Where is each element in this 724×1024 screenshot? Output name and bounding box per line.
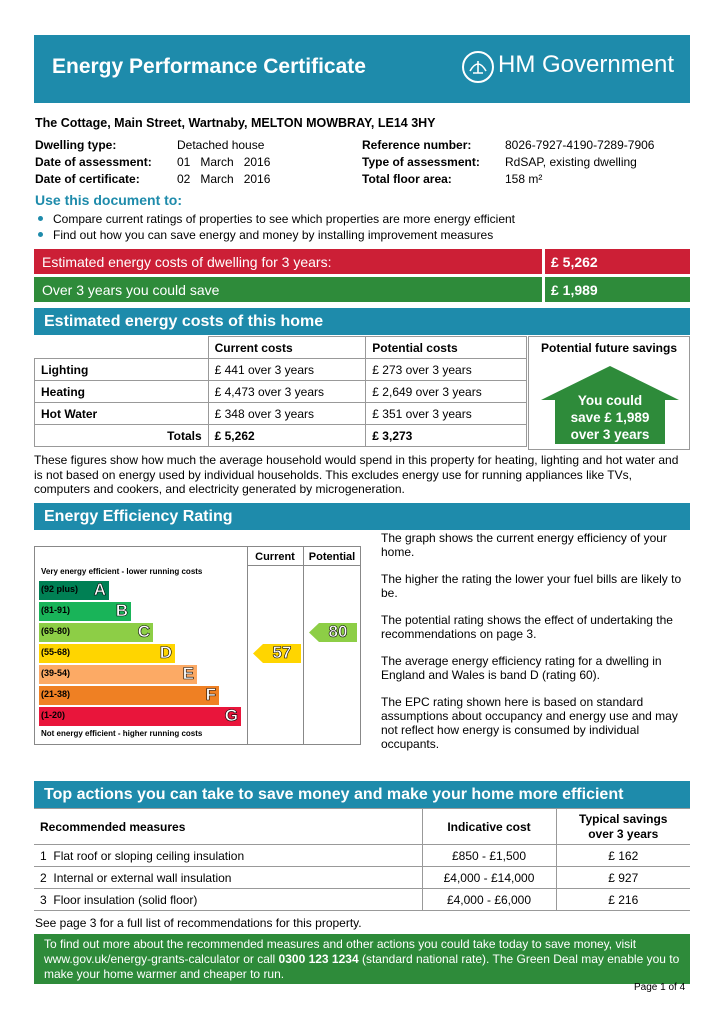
band-range: (81-91) — [41, 605, 71, 615]
see-page-note: See page 3 for a full list of recommendations for this property. — [35, 916, 362, 930]
detail-label: Dwelling type: — [35, 138, 117, 152]
cell: £ 2,649 over 3 years — [366, 381, 527, 403]
row-measure: Floor insulation (solid floor) — [53, 892, 198, 907]
band-letter: C — [137, 622, 150, 641]
actions-heading — [34, 781, 690, 808]
col-cost: Indicative cost — [422, 809, 556, 845]
table-row — [35, 359, 527, 381]
cell: £ 3,273 — [366, 425, 527, 447]
page-number: Page 1 of 4 — [634, 982, 686, 993]
green-text: (standard national rate). The Green Deal may enable you to make your home warmer and cheaper to run. — [44, 952, 680, 981]
detail-value: 158 m² — [505, 172, 543, 186]
cell: £4,000 - £14,000 — [422, 867, 556, 889]
cell: £4,000 - £6,000 — [422, 889, 556, 911]
property-address: The Cottage, Main Street, Wartnaby, MELTON MOWBRAY, LE14 3HY — [35, 116, 436, 130]
cell: £ 348 over 3 years — [208, 403, 366, 425]
bullet-icon — [38, 232, 43, 237]
cell: £ 216 — [556, 889, 690, 911]
eer-chart — [34, 546, 361, 745]
col-measure: Recommended measures — [34, 809, 422, 845]
detail-label: Date of assessment: — [35, 155, 152, 169]
col-current: Current costs — [208, 337, 366, 359]
band-g — [39, 707, 241, 726]
band-e — [39, 665, 197, 684]
savings-arrow — [541, 366, 679, 444]
row-num: 2 — [40, 870, 47, 885]
phone-number: 0300 123 1234 — [278, 952, 359, 966]
use-doc-item: Find out how you can save energy and money by installing improvement measures — [53, 228, 494, 242]
save-label: Over 3 years you could save — [42, 281, 220, 298]
row-measure: Flat roof or sloping ceiling insulation — [53, 848, 245, 863]
col-potential-label: Potential — [308, 551, 356, 563]
band-letter: B — [115, 601, 128, 620]
col-potential: Potential costs — [366, 337, 527, 359]
actions-table — [34, 808, 690, 911]
detail-value: 01 March 2016 — [177, 155, 271, 169]
detail-label: Reference number: — [362, 138, 472, 152]
detail-value: Detached house — [177, 138, 265, 152]
detail-label: Type of assessment: — [362, 155, 480, 169]
band-letter: G — [224, 706, 238, 725]
eer-text — [381, 531, 689, 751]
band-range: (55-68) — [41, 647, 71, 657]
totals-label: Totals — [35, 425, 209, 447]
row-num: 1 — [40, 848, 47, 863]
band-range: (92 plus) — [41, 584, 79, 594]
bullet-icon — [38, 216, 43, 221]
total-cost-amount: £ 5,262 — [551, 253, 598, 270]
save-amount: £ 1,989 — [551, 281, 598, 298]
band-c — [39, 623, 153, 642]
band-letter: F — [205, 685, 216, 704]
future-savings-header: Potential future savings — [540, 341, 678, 355]
cell: £850 - £1,500 — [422, 845, 556, 867]
est-note: These figures show how much the average household would spend in this property for heating, lighting and hot water and is not based on energy used by individual households. This excludes energy use for running appliances like TVs, computers and cookers, and electricity generated by microgeneration. — [34, 453, 679, 496]
gov-logo-text: HM Government — [498, 51, 675, 78]
detail-label: Date of certificate: — [35, 172, 140, 186]
table-row — [35, 403, 527, 425]
band-letter: A — [93, 580, 106, 599]
detail-value: 02 March 2016 — [177, 172, 271, 186]
eer-heading — [34, 503, 690, 530]
save-value — [545, 277, 690, 302]
potential-rating-arrow — [309, 623, 357, 642]
eer-paragraph: The EPC rating shown here is based on standard assumptions about occupancy and energy use and may not reflect how energy is consumed by individual occupants. — [381, 695, 678, 751]
table-row — [34, 845, 690, 867]
band-range: (39-54) — [41, 668, 71, 678]
row-measure: Internal or external wall insulation — [53, 870, 232, 885]
eer-paragraph: The higher the rating the lower your fuel bills are likely to be. — [381, 572, 682, 600]
col-savings: Typical savings — [579, 811, 668, 826]
col-savings-sub: over 3 years — [588, 826, 659, 841]
total-cost-label: Estimated energy costs of dwelling for 3 years: — [42, 253, 332, 270]
band-range: (1-20) — [41, 710, 66, 720]
eer-top-label: Very energy efficient - lower running costs — [41, 567, 203, 576]
cell: £ 273 over 3 years — [366, 359, 527, 381]
table-row — [34, 867, 690, 889]
band-d — [39, 644, 175, 663]
actions-title: Top actions you can take to save money and make your home more efficient — [44, 785, 624, 803]
band-f — [39, 686, 219, 705]
row-label: Hot Water — [35, 403, 209, 425]
save-bar — [34, 277, 542, 302]
band-range: (21-38) — [41, 689, 71, 699]
green-deal-box — [34, 934, 690, 984]
band-letter: E — [182, 664, 194, 683]
est-costs-heading — [34, 308, 690, 335]
table-row — [35, 381, 527, 403]
header-banner — [34, 35, 690, 103]
total-cost-bar — [34, 249, 542, 274]
eer-bottom-label: Not energy efficient - higher running costs — [41, 729, 203, 738]
cell: £ 4,473 over 3 years — [208, 381, 366, 403]
cell: £ 5,262 — [208, 425, 366, 447]
cell: £ 927 — [556, 867, 690, 889]
band-range: (69-80) — [41, 626, 71, 636]
eer-paragraph: The potential rating shows the effect of undertaking the recommendations on page 3. — [381, 613, 673, 641]
table-row — [34, 889, 690, 911]
current-rating-arrow — [253, 644, 301, 663]
current-rating-value: 57 — [272, 643, 292, 662]
row-num: 3 — [40, 892, 47, 907]
band-letter: D — [159, 643, 172, 662]
band-b — [39, 602, 131, 621]
cell: £ 351 over 3 years — [366, 403, 527, 425]
detail-value: RdSAP, existing dwelling — [505, 155, 637, 169]
row-label: Heating — [35, 381, 209, 403]
savings-line: You could — [577, 393, 643, 408]
eer-paragraph: The graph shows the current energy efficiency of your home. — [381, 531, 667, 559]
band-a — [39, 581, 109, 600]
detail-label: Total floor area: — [362, 172, 452, 186]
total-cost-value — [545, 249, 690, 274]
savings-line: over 3 years — [570, 427, 650, 442]
eer-title: Energy Efficiency Rating — [44, 507, 233, 525]
est-costs-table — [34, 336, 527, 447]
cell: £ 441 over 3 years — [208, 359, 366, 381]
potential-rating-value: 80 — [328, 622, 348, 641]
est-costs-title: Estimated energy costs of this home — [44, 312, 324, 330]
row-label: Lighting — [35, 359, 209, 381]
col-current-label: Current — [255, 551, 295, 563]
eer-paragraph: The average energy efficiency rating for a dwelling in England and Wales is band D (rating 60). — [381, 654, 662, 682]
page-title: Energy Performance Certificate — [52, 55, 366, 78]
green-text: To find out more about the recommended measures and other actions you could take today to save money, visit www.gov.uk/energy-grants-calculator or call — [44, 937, 637, 966]
cell: £ 162 — [556, 845, 690, 867]
use-doc-item: Compare current ratings of properties to see which properties are more energy efficient — [53, 212, 516, 226]
savings-line: save £ 1,989 — [570, 410, 650, 425]
detail-value: 8026-7927-4190-7289-7906 — [505, 138, 655, 152]
use-doc-heading: Use this document to: — [35, 192, 183, 208]
totals-row — [35, 425, 527, 447]
crest-icon — [462, 51, 494, 83]
